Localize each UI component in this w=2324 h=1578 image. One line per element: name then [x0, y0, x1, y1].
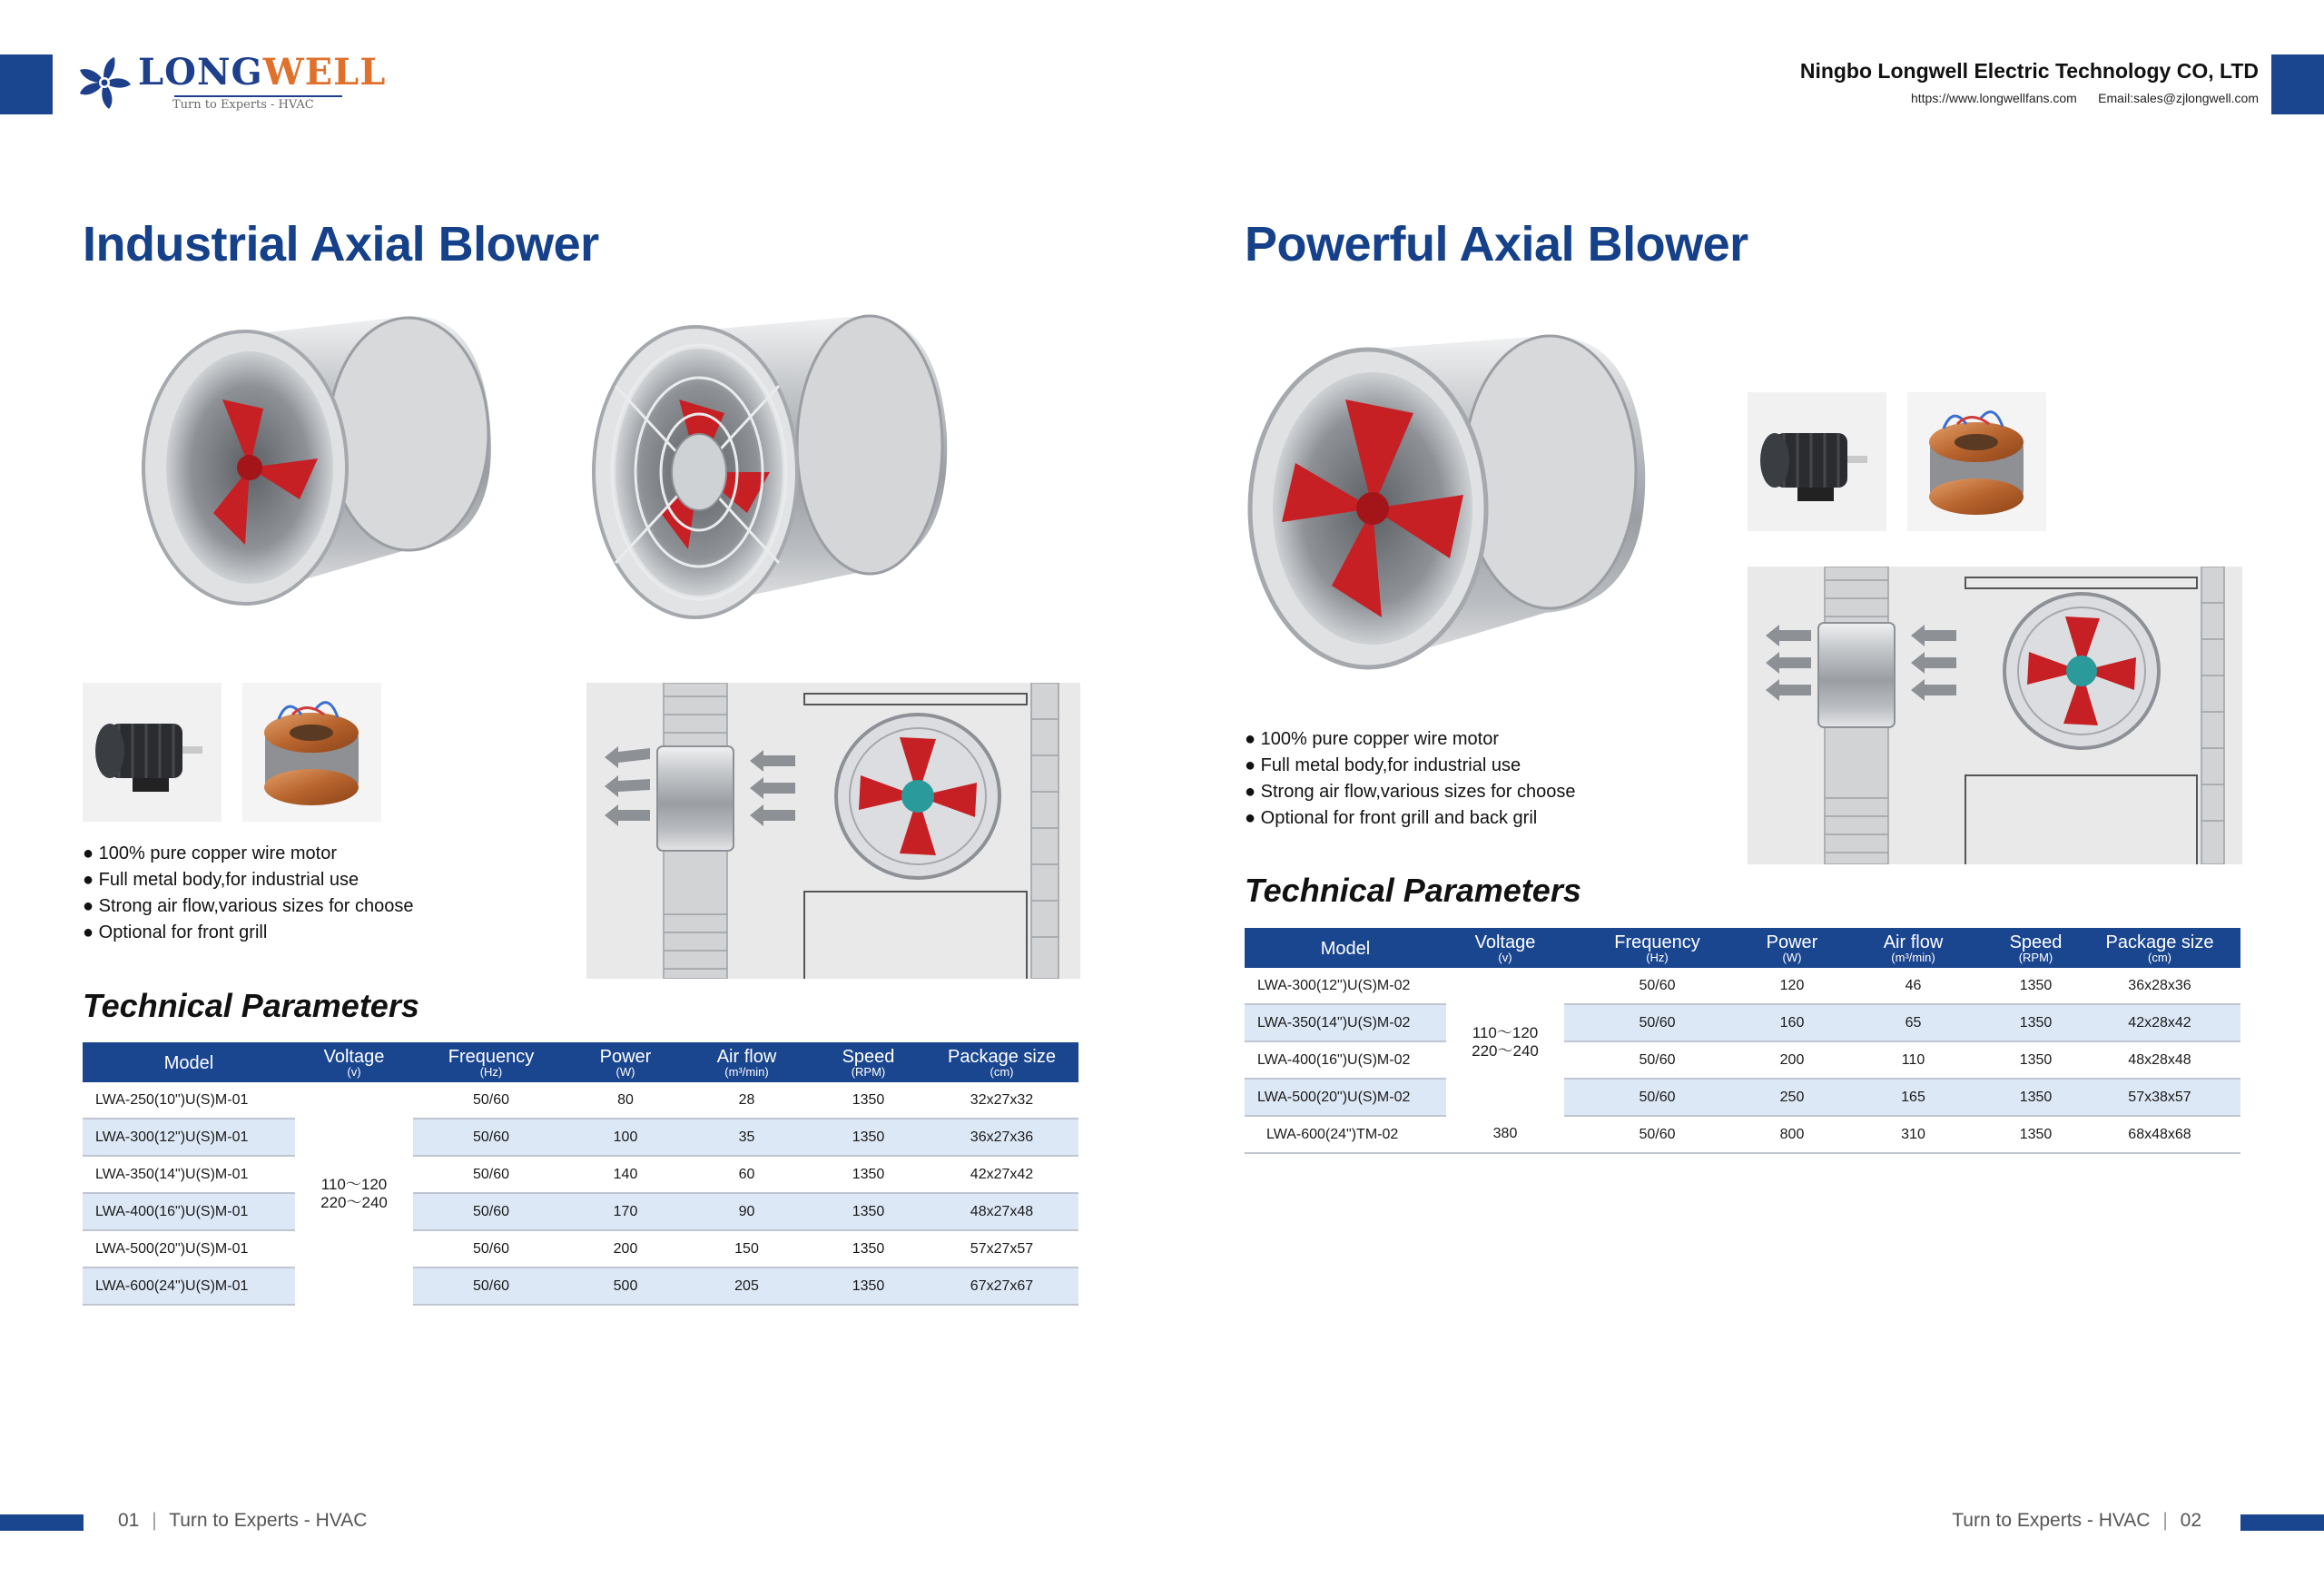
footer-left-accent: [0, 1514, 84, 1531]
powerful-blower-photo-icon: [1246, 313, 1663, 695]
left-page-title: Industrial Axial Blower: [83, 217, 599, 271]
company-name: Ningbo Longwell Electric Technology CO, LTD: [1799, 59, 2259, 83]
motor-photo-icon: [83, 683, 222, 822]
header-left-accent: [0, 54, 53, 114]
table-row: LWA-400(16")U(S)M-01 50/60 170 90 1350 48x27x48: [83, 1193, 1078, 1230]
copper-stator-photo-icon: [1907, 392, 2046, 531]
header-speed: Speed (RPM): [1993, 928, 2079, 968]
right-tech-params-title: Technical Parameters: [1245, 872, 1581, 909]
page-number: 01: [118, 1510, 140, 1531]
brand-logo-text: LONGWELL: [138, 51, 387, 94]
fan-logo-icon: [76, 54, 133, 111]
header-power: Power (W): [569, 1042, 682, 1082]
table-row: LWA-500(20")U(S)M-02 50/60 250 165 1350 57x38x57: [1245, 1079, 2240, 1116]
header-package: Package size (cm): [925, 1042, 1078, 1082]
header-frequency: Frequency (Hz): [413, 1042, 569, 1082]
table-row: LWA-300(12")U(S)M-02 110～120 220～240 50/60 120 46 1350 36x28x36: [1245, 968, 2240, 1004]
page-number: 02: [2180, 1510, 2201, 1531]
header-airflow: Air flow (m³/min): [682, 1042, 812, 1082]
header-model: Model: [1245, 928, 1446, 968]
contact-line: [1911, 91, 2259, 105]
feature-item: ● 100% pure copper wire motor: [83, 843, 337, 863]
voltage-merged-cell: 110～120 220～240: [1446, 968, 1564, 1116]
logo-underline: [174, 95, 342, 97]
blower-photo-icon: [136, 300, 517, 636]
left-spec-table: [83, 1042, 1078, 1306]
header-power: Power (W): [1750, 928, 1834, 968]
table-row: LWA-600(24")U(S)M-01 50/60 500 205 1350 67x27x67: [83, 1267, 1078, 1305]
header-airflow: Air flow (m³/min): [1834, 928, 1993, 968]
installation-diagram-icon: [586, 683, 1080, 979]
header-package: Package size (cm): [2079, 928, 2240, 968]
header-frequency: Frequency (Hz): [1564, 928, 1750, 968]
feature-item: ● 100% pure copper wire motor: [1245, 729, 1499, 749]
feature-item: ● Full metal body,for industrial use: [83, 870, 359, 890]
table-row: LWA-350(14")U(S)M-02 50/60 160 65 1350 42x28x42: [1245, 1004, 2240, 1041]
header-speed: Speed (RPM): [812, 1042, 925, 1082]
header-model: Model: [83, 1042, 295, 1082]
motor-photo-icon: [1748, 392, 1886, 531]
right-page-title: Powerful Axial Blower: [1245, 217, 1748, 271]
footer-tagline: Turn to Experts - HVAC: [169, 1510, 368, 1531]
feature-item: ● Full metal body,for industrial use: [1245, 755, 1521, 775]
feature-item: ● Optional for front grill and back gril: [1245, 808, 1538, 828]
installation-diagram-icon: [1748, 567, 2242, 864]
header-voltage: Voltage (v): [295, 1042, 413, 1082]
table-row: LWA-500(20")U(S)M-01 50/60 200 150 1350 57x27x57: [83, 1230, 1078, 1267]
email-text: Email:sales@zjlongwell.com: [2098, 91, 2259, 105]
left-tech-params-title: Technical Parameters: [83, 987, 419, 1024]
table-header-row: [1245, 928, 2240, 968]
table-header-row: [83, 1042, 1078, 1082]
blower-with-grill-photo-icon: [588, 300, 970, 645]
footer-right-accent: [2240, 1514, 2324, 1531]
voltage-merged-cell: 110～120 220～240: [295, 1082, 413, 1305]
table-row: LWA-300(12")U(S)M-01 50/60 100 35 1350 36x27x36: [83, 1119, 1078, 1156]
feature-item: ● Optional for front grill: [83, 922, 268, 942]
left-feature-list: [83, 841, 413, 946]
right-spec-table: [1245, 928, 2240, 1154]
right-feature-list: [1245, 726, 1575, 832]
table-row: LWA-400(16")U(S)M-02 50/60 200 110 1350 48x28x48: [1245, 1041, 2240, 1079]
logo-tagline: Turn to Experts - HVAC: [172, 98, 314, 112]
header-right-accent: [2271, 54, 2324, 114]
table-row: LWA-250(10")U(S)M-01 110～120 220～240 50/60 80 28 1350 32x27x32: [83, 1082, 1078, 1119]
footer-left: 01 | Turn to Experts - HVAC: [118, 1510, 368, 1531]
table-row: LWA-350(14")U(S)M-01 50/60 140 60 1350 42x27x42: [83, 1156, 1078, 1193]
footer-right: Turn to Experts - HVAC | 02: [1952, 1510, 2201, 1531]
website-link[interactable]: https://www.longwellfans.com: [1910, 91, 2077, 105]
footer-tagline: Turn to Experts - HVAC: [1952, 1510, 2151, 1531]
feature-item: ● Strong air flow,various sizes for choose: [83, 896, 414, 916]
copper-stator-photo-icon: [242, 683, 381, 822]
table-row: LWA-600(24")TM-02 380 50/60 800 310 1350 68x48x68: [1245, 1116, 2240, 1153]
header-voltage: Voltage (v): [1446, 928, 1564, 968]
feature-item: ● Strong air flow,various sizes for choose: [1245, 782, 1576, 802]
